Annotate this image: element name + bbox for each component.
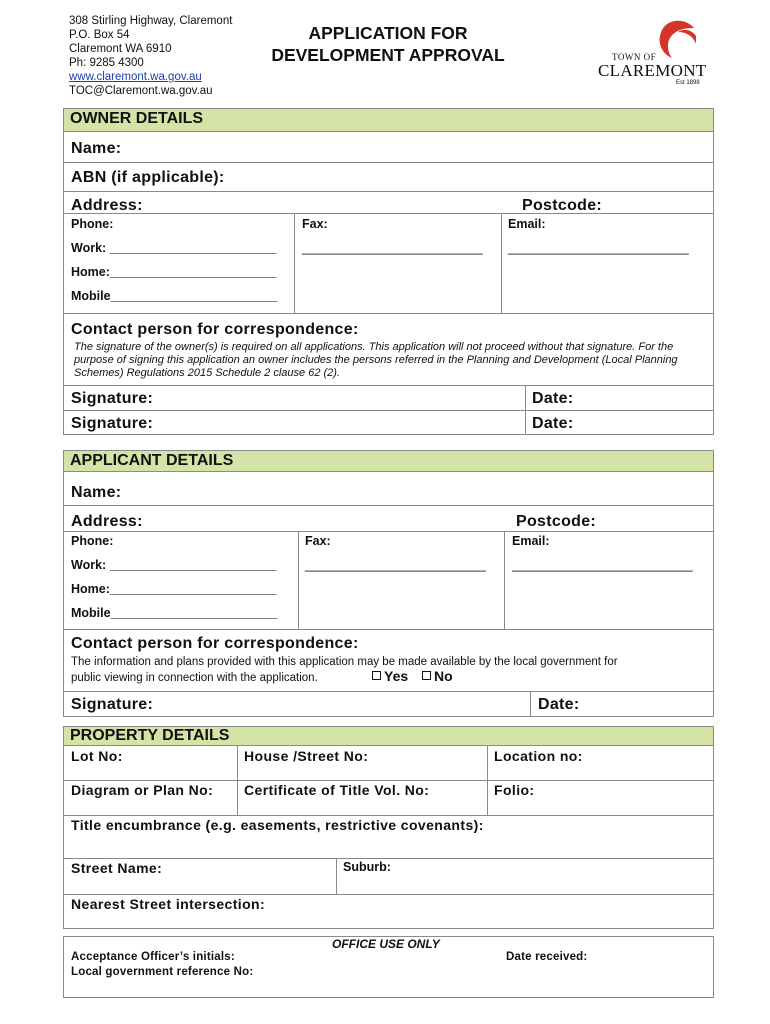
- applicant-postcode-label: Postcode:: [516, 513, 597, 530]
- council-address: [69, 14, 232, 98]
- applicant-fax-field[interactable]: __________________________: [305, 558, 486, 572]
- applicant-date-label: Date:: [538, 696, 580, 713]
- applicant-work-field[interactable]: Work: ________________________: [71, 558, 277, 572]
- title-line-2: DEVELOPMENT APPROVAL: [271, 45, 505, 65]
- applicant-details-heading: APPLICANT DETAILS: [63, 450, 714, 472]
- property-details-heading: PROPERTY DETAILS: [63, 726, 714, 746]
- applicant-phone-label: Phone:: [71, 534, 114, 548]
- address-line: Claremont WA 6910: [69, 43, 172, 55]
- page-title: [268, 22, 508, 66]
- certificate-title-label: Certificate of Title Vol. No:: [244, 782, 430, 798]
- owner-phone-label: Phone:: [71, 217, 114, 231]
- website-link[interactable]: www.claremont.wa.gov.au: [69, 71, 202, 83]
- applicant-address-label: Address:: [71, 513, 143, 530]
- logo-town-of: TOWN OF: [612, 52, 657, 62]
- date-received-label: Date received:: [506, 951, 588, 963]
- public-viewing-notice-line-1: The information and plans provided with this application may be made available by the local government for: [71, 656, 618, 668]
- owner-signature-note: The signature of the owner(s) is required on all applications. This application will not proceed without that signature. For the purpose of signing this application an owner includes the persons referred in the Planning and Development (Local Planning Schemes) Regulations 2015 Schedule 2 clause 62 (2).: [74, 341, 678, 379]
- title-line-1: APPLICATION FOR: [308, 23, 468, 43]
- folio-label: Folio:: [494, 782, 535, 798]
- applicant-email-label: Email:: [512, 534, 550, 548]
- owner-mobile-field[interactable]: Mobile________________________: [71, 289, 278, 303]
- applicant-contact-label: Contact person for correspondence:: [71, 635, 359, 652]
- applicant-email-field[interactable]: __________________________: [512, 558, 693, 572]
- owner-address-label: Address:: [71, 197, 143, 214]
- lot-no-label: Lot No:: [71, 748, 123, 764]
- office-use-heading: OFFICE USE ONLY: [332, 937, 440, 951]
- owner-date-1-label: Date:: [532, 390, 574, 407]
- owner-details-heading: OWNER DETAILS: [63, 108, 714, 132]
- owner-date-2-label: Date:: [532, 415, 574, 432]
- owner-contact-label: Contact person for correspondence:: [71, 321, 359, 338]
- owner-fax-field[interactable]: __________________________: [302, 241, 483, 255]
- house-street-no-label: House /Street No:: [244, 748, 369, 764]
- owner-work-field[interactable]: Work: ________________________: [71, 241, 277, 255]
- applicant-name-label: Name:: [71, 484, 122, 501]
- applicant-fax-label: Fax:: [305, 534, 331, 548]
- nearest-intersection-label: Nearest Street intersection:: [71, 896, 266, 912]
- title-encumbrance-label: Title encumbrance (e.g. easements, restrictive covenants):: [71, 817, 484, 833]
- owner-signature-2-label: Signature:: [71, 415, 154, 432]
- applicant-home-field[interactable]: Home:________________________: [71, 582, 277, 596]
- applicant-signature-label: Signature:: [71, 696, 154, 713]
- yes-checkbox[interactable]: [372, 671, 381, 680]
- suburb-label: Suburb:: [343, 860, 391, 874]
- town-logo: [596, 14, 708, 92]
- address-line: P.O. Box 54: [69, 29, 130, 41]
- reference-no-label: Local government reference No:: [71, 966, 254, 978]
- owner-email-field[interactable]: __________________________: [508, 241, 689, 255]
- logo-claremont: CLAREMONT: [598, 61, 707, 80]
- owner-home-field[interactable]: Home:________________________: [71, 265, 277, 279]
- address-line: 308 Stirling Highway, Claremont: [69, 15, 233, 27]
- location-no-label: Location no:: [494, 748, 583, 764]
- no-label: No: [434, 668, 453, 684]
- owner-name-label: Name:: [71, 140, 122, 157]
- acceptance-officer-label: Acceptance Officer’s initials:: [71, 951, 235, 963]
- no-checkbox[interactable]: [422, 671, 431, 680]
- owner-postcode-label: Postcode:: [522, 197, 603, 214]
- address-line: Ph: 9285 4300: [69, 57, 144, 69]
- applicant-mobile-field[interactable]: Mobile________________________: [71, 606, 278, 620]
- yes-label: Yes: [384, 668, 409, 684]
- owner-abn-label: ABN (if applicable):: [71, 169, 225, 186]
- public-viewing-notice-line-2: public viewing in connection with the application.: [71, 672, 318, 684]
- street-name-label: Street Name:: [71, 860, 163, 876]
- owner-signature-1-label: Signature:: [71, 390, 154, 407]
- owner-email-label: Email:: [508, 217, 546, 231]
- email-address: TOC@Claremont.wa.gov.au: [69, 85, 213, 97]
- owner-fax-label: Fax:: [302, 217, 328, 231]
- diagram-plan-no-label: Diagram or Plan No:: [71, 782, 214, 798]
- logo-est: Est 1898: [676, 80, 700, 86]
